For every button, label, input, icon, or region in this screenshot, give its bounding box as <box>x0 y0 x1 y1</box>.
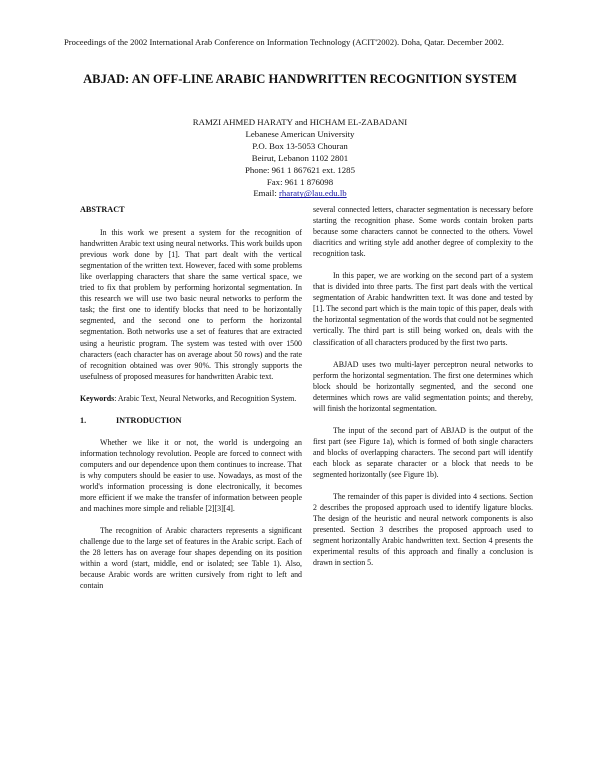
email-link[interactable]: rharaty@lau.edu.lb <box>278 188 347 199</box>
fax: Fax: 961 1 876098 <box>266 176 334 187</box>
keywords <box>80 393 302 404</box>
keywords-text: : Arabic Text, Neural Networks, and Recognition System. <box>114 393 297 403</box>
right-column <box>313 204 533 568</box>
right-paragraph-3: ABJAD uses two multi-layer perceptron neural networks to perform the horizontal segmentation. The first one determines which block should be horizontally segmented, and the second one determines which rows are valid segmentation points; and thereby, will finish the horizontal segmentation. <box>313 359 533 413</box>
author-block <box>60 117 540 200</box>
email-line <box>60 188 540 200</box>
intro-heading <box>80 415 302 426</box>
author-names: RAMZI AHMED HARATY and HICHAM EL-ZABADANI <box>192 117 408 127</box>
abstract-heading: ABSTRACT <box>80 205 125 214</box>
keywords-label: Keywords <box>80 393 115 403</box>
intro-number: 1. <box>80 415 87 425</box>
paper-title: ABJAD: AN OFF-LINE ARABIC HANDWRITTEN RECOGNITION SYSTEM <box>83 72 517 86</box>
right-paragraph-5: The remainder of this paper is divided into 4 sections. Section 2 describes the proposed approach used to identify ligature blocks. The design of the heuristic and neural network components is also presented. Section 3 describes the proposed approach used to segment horizontally Arabic handwritten text. Section 4 presents the experimental results of this approach and finally a conclusion is drawn in section 5. <box>313 492 533 568</box>
right-paragraph-2: In this paper, we are working on the second part of a system that is divided into three parts. The first part deals with the vertical segmentation of Arabic handwritten text. It was done and tested by [1]. The second part which is the main topic of this paper, deals with the horizontal segmentation of the words that could not be segmented vertically. The third part is still being worked on, deals with the classification of all characters produced by the first two parts. <box>313 271 533 347</box>
intro-title: INTRODUCTION <box>116 415 182 425</box>
phone: Phone: 961 1 867621 ext. 1285 <box>245 164 355 175</box>
address-line-1: P.O. Box 13-5053 Chouran <box>252 140 348 151</box>
intro-paragraph-2: The recognition of Arabic characters represents a significant challenge due to the large set of features in the Arabic script. Each of the 28 letters has on average four shapes depending on its position within a word (start, middle, end or isolated; see Table 1). Also, because Arabic words are written cursively from right to left and contain <box>80 526 302 591</box>
left-column <box>80 204 302 591</box>
affiliation: Lebanese American University <box>245 128 355 139</box>
right-paragraph-4: The input of the second part of ABJAD is the output of the first part (see Figure 1a), which is formed of both single characters and blocks of overlapping characters. The second part will identify each block as separate character or a block that needs to be segmented horizontally (see Figure 1b). <box>313 425 533 479</box>
email-label: Email: <box>253 188 279 199</box>
right-paragraph-1: several connected letters, character segmentation is necessary before starting the recognition phase. Some words contain broken parts because some characters cannot be connected to the others. Vowel diacritics and writing style add another degree of complexity to the recognition task. <box>313 205 533 259</box>
proceedings-note: Proceedings of the 2002 International Arab Conference on Information Technology (ACIT'2002). Doha, Qatar. December 2002. <box>64 37 504 47</box>
intro-paragraph-1: Whether we like it or not, the world is undergoing an information technology revolution. People are forced to connect with computers and our dependence upon them continues to increase. That is why computers should be easier to use. Nowadays, as most of the world's information processing is done electronically, it becomes more efficient if we make the transfer of information between people and machines more simple and reliable [2][3][4]. <box>80 437 302 514</box>
abstract-text: In this work we present a system for the recognition of handwritten Arabic text using neural networks. This work builds upon previous work done by [1]. That part dealt with the vertical segmentation of the written text. However, faced with some problems like overlapping characters that share the same vertical space, we tried to fix that problem by performing horizontal segmentation. In this research we will use two basic neural networks to perform the task; the first one to identify blocks that need to be horizontally segmented, and the second one to perform the horizontal segmentation. Both networks use a set of features that are extracted using a heuristic program. The system was tested with over 1500 characters (each character has on average about 50 rows) and the rate of recognition obtained was over 90%. This strongly supports the usefulness of proposed measures for handwritten Arabic text. <box>80 228 302 381</box>
address-line-2: Beirut, Lebanon 1102 2801 <box>251 152 349 163</box>
